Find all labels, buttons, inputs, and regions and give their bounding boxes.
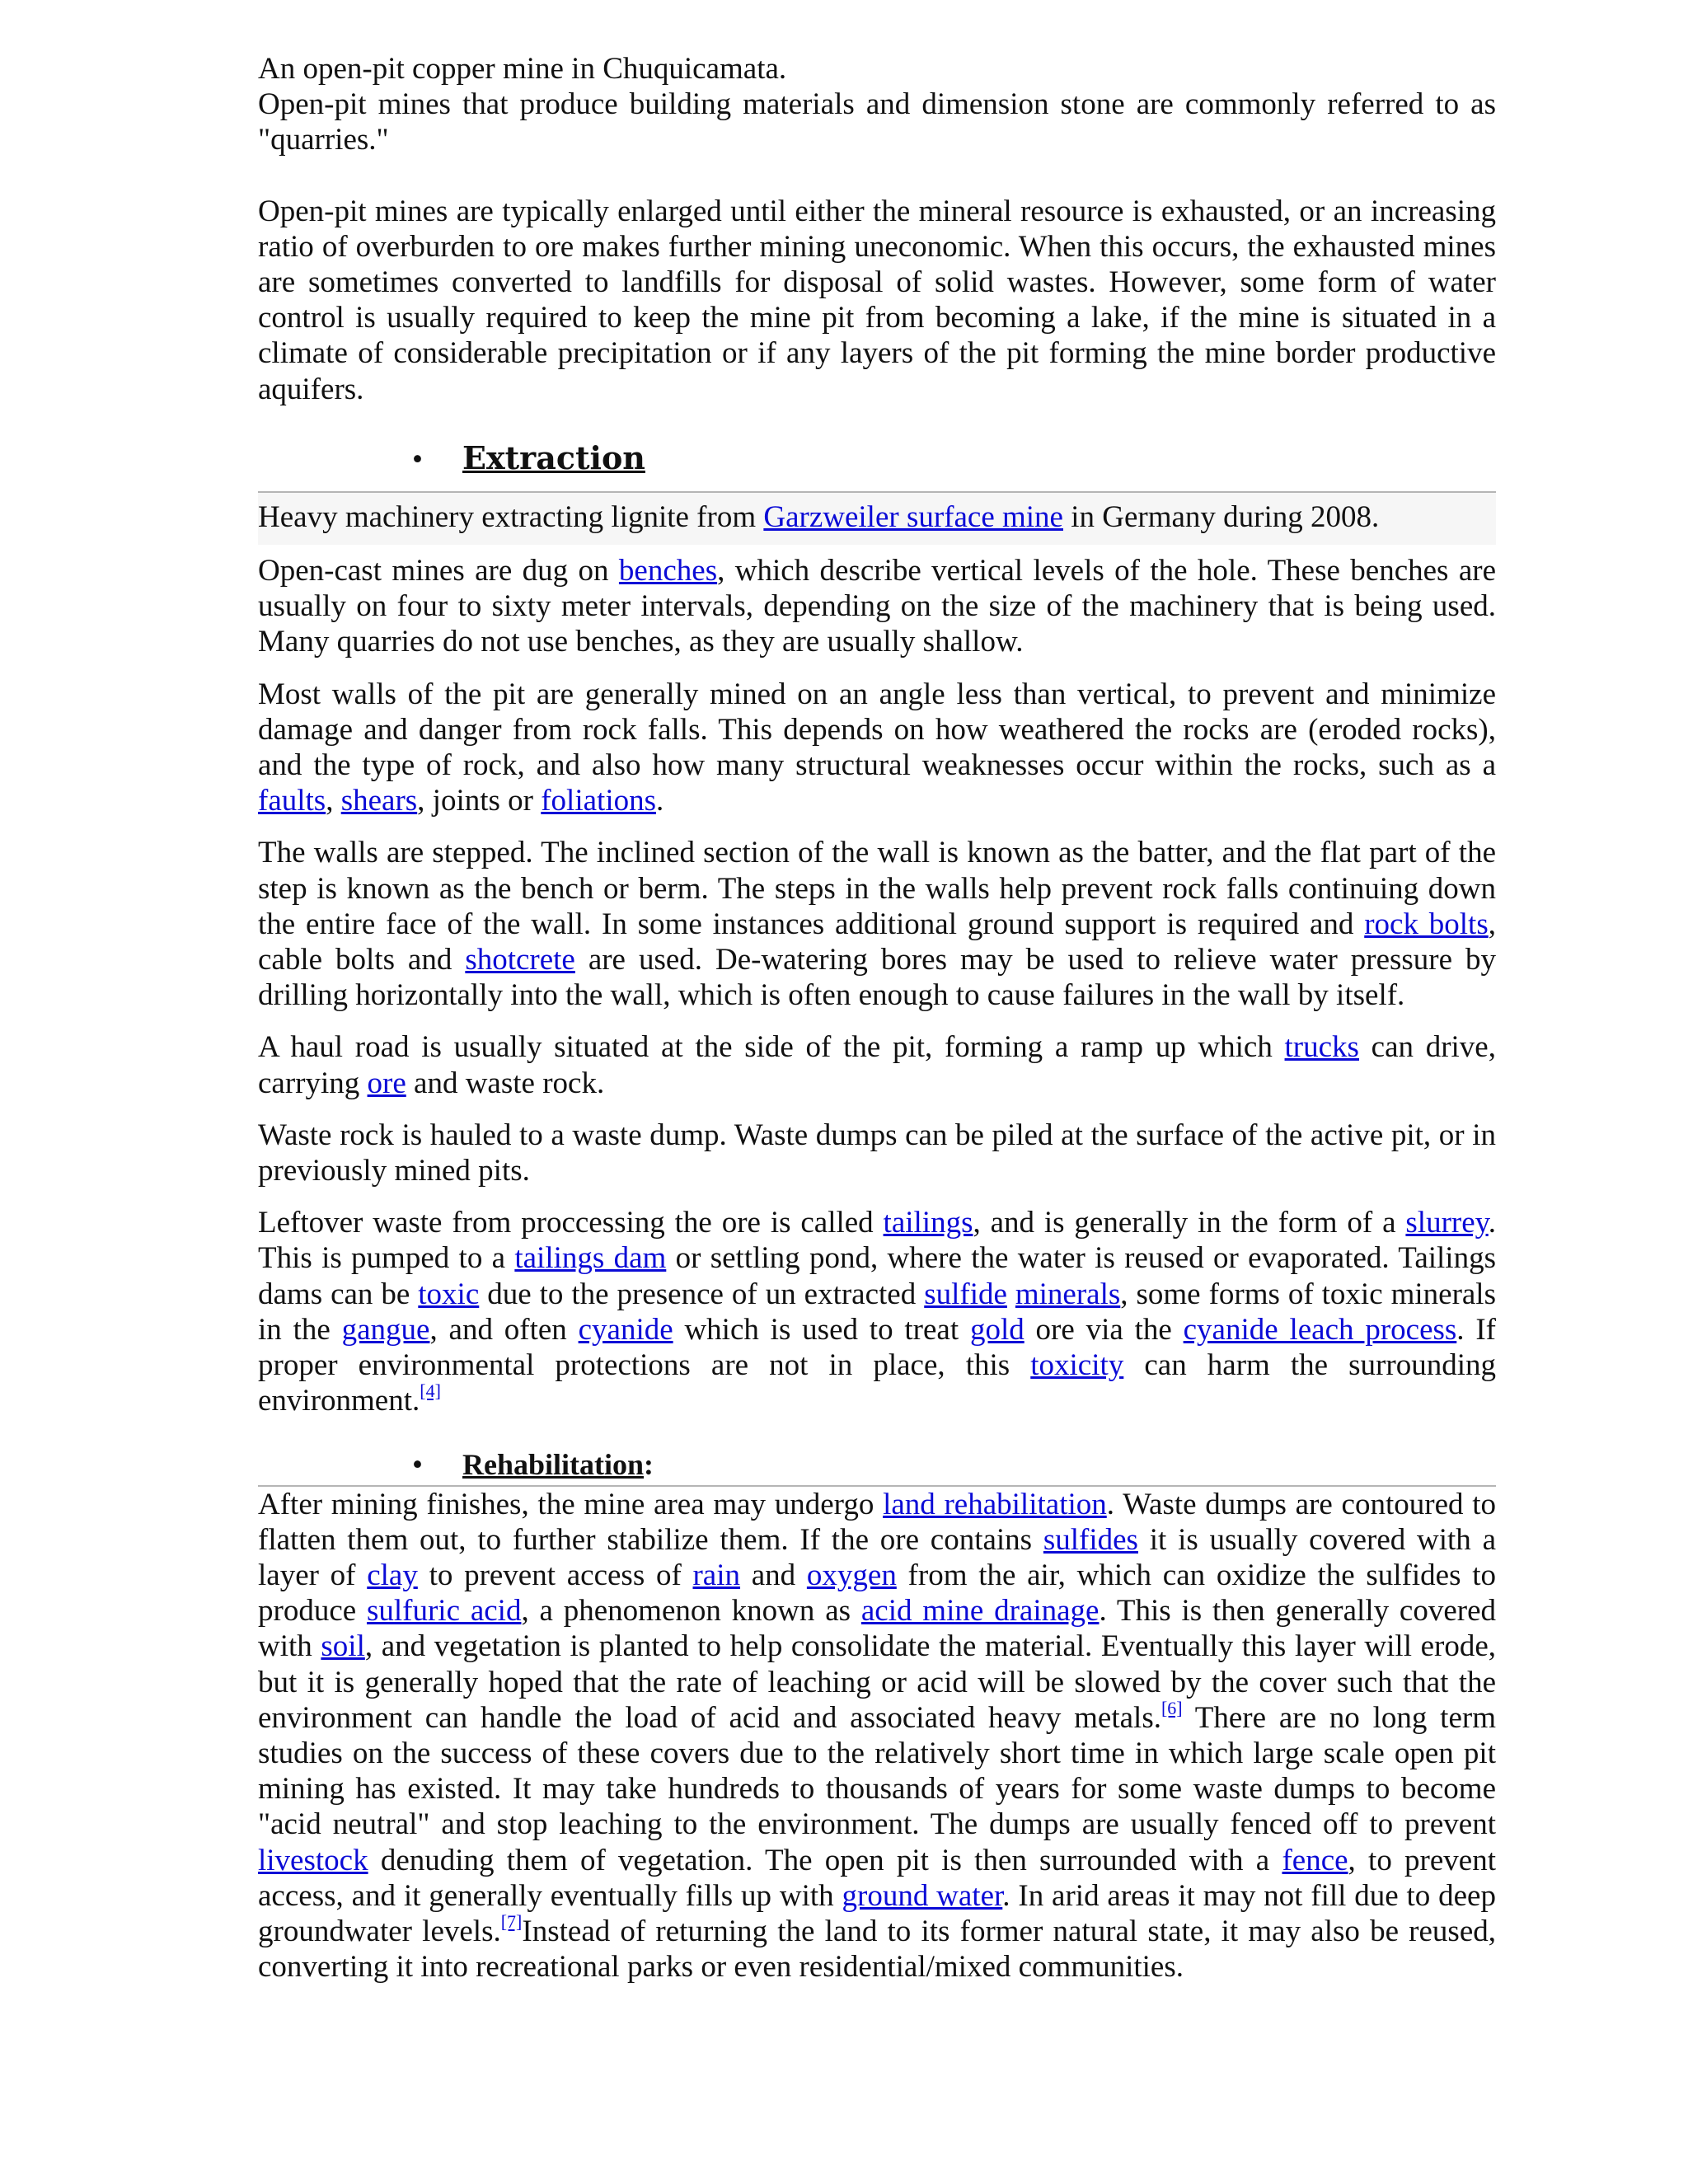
enlarged-paragraph: Open-pit mines are typically enlarged until either the mineral resource is exhausted, or an increasing ratio of overburden to ore makes further mining uneconomic. When this occurs, the exhausted mines are sometimes converted to landfills for disposal of solid wastes. However, some form of water control is usually required to keep the mine pit from becoming a lake, if the mine is situated in a climate of considerable precipitation or if any layers of the pit forming the mine border productive aquifers. <box>258 194 1496 406</box>
link-shears[interactable]: shears <box>340 784 418 818</box>
link-minerals[interactable]: minerals <box>1015 1277 1121 1311</box>
citation-4[interactable]: [4] <box>420 1380 441 1402</box>
walls-stepped-paragraph: The walls are stepped. The inclined section of the wall is known as the batter, and the flat part of the step is known as the bench or berm. The steps in the walls help prevent rock falls continuing down the entire face of the wall. In some instances additional ground support is required and rock bolts, cable bolts and shotcrete are used. De-watering bores may be used to relieve water pressure by drilling horizontally into the wall, which is often enough to cause failures in the wall by itself. <box>258 836 1496 1013</box>
link-rock-bolts[interactable]: rock bolts <box>1364 907 1489 941</box>
link-sulfide[interactable]: sulfide <box>924 1277 1007 1311</box>
extraction-heading-row <box>258 440 1496 493</box>
link-tailings-dam[interactable]: tailings dam <box>514 1241 667 1276</box>
link-ore[interactable]: ore <box>367 1066 406 1100</box>
link-land-rehabilitation[interactable]: land rehabilitation <box>883 1487 1107 1521</box>
bullet-icon: • <box>412 442 423 476</box>
link-fence[interactable]: fence <box>1282 1843 1348 1877</box>
link-sulfides[interactable]: sulfides <box>1043 1522 1138 1557</box>
waste-rock-paragraph: Waste rock is hauled to a waste dump. Waste dumps can be piled at the surface of the active pit, or in previously mined pits. <box>258 1118 1496 1188</box>
link-gangue[interactable]: gangue <box>341 1312 430 1347</box>
link-shotcrete[interactable]: shotcrete <box>465 943 575 977</box>
link-rain[interactable]: rain <box>692 1558 741 1592</box>
link-gold[interactable]: gold <box>969 1312 1025 1347</box>
link-sulfuric-acid[interactable]: sulfuric acid <box>366 1594 522 1629</box>
link-soil[interactable]: soil <box>321 1629 365 1664</box>
link-ground-water[interactable]: ground water <box>842 1878 1003 1913</box>
link-toxicity[interactable]: toxicity <box>1030 1348 1124 1383</box>
figure-caption: Heavy machinery extracting lignite from Garzweiler surface mine in Germany during 2008. <box>258 493 1496 545</box>
citation-6[interactable]: [6] <box>1160 1697 1183 1718</box>
rehabilitation-heading-row <box>258 1449 1496 1487</box>
link-garzweiler-surface-mine[interactable]: Garzweiler surface mine <box>763 499 1063 534</box>
haul-road-paragraph: A haul road is usually situated at the side of the pit, forming a ramp up which trucks can drive, carrying ore and waste rock. <box>258 1030 1496 1100</box>
link-cyanide[interactable]: cyanide <box>578 1312 673 1347</box>
extraction-heading: Extraction <box>462 438 645 476</box>
tailings-paragraph: Leftover waste from proccessing the ore is called tailings, and is generally in the form of a slurrey. This is pumped to a tailings dam or settling pond, where the water is reused or evaporated. Tailings dams can be toxic due to the presence of un extracted sulfide minerals, some forms of toxic minerals in the gangue, and often cyanide which is used to treat gold ore via the cyanide leach process. If proper environmental protections are not in place, this toxicity can harm the surrounding environment.[4] <box>258 1206 1496 1418</box>
link-benches[interactable]: benches <box>618 554 718 588</box>
benches-paragraph: Open-cast mines are dug on benches, which describe vertical levels of the hole. These benches are usually on four to sixty meter intervals, depending on the size of the machinery that is being used. Many quarries do not use benches, as they are usually shallow. <box>258 554 1496 659</box>
link-faults[interactable]: faults <box>258 784 326 818</box>
rehabilitation-paragraph: After mining finishes, the mine area may undergo land rehabilitation. Waste dumps are contoured to flatten them out, to further stabilize them. If the ore contains sulfides it is usually covered with a layer of clay to prevent access of rain and oxygen from the air, which can oxidize the sulfides to produce sulfuric acid, a phenomenon known as acid mine drainage. This is then generally covered with soil, and vegetation is planted to help consolidate the material. Eventually this layer will erode, but it is generally hoped that the rate of leaching or acid will be slowed by the cover such that the environment can handle the load of acid and associated heavy metals.[6] There are no long term studies on the success of these covers due to the relatively short time in which large scale open pit mining has existed. It may take hundreds to thousands of years for some waste dumps to become "acid neutral" and stop leaching to the environment. The dumps are usually fenced off to prevent livestock denuding them of vegetation. The open pit is then surrounded with a fence, to prevent access, and it generally eventually fills up with ground water. In arid areas it may not fill due to deep groundwater levels.[7]Instead of returning the land to its former natural state, it may also be reused, converting it into recreational parks or even residential/mixed communities. <box>258 1487 1497 1985</box>
link-oxygen[interactable]: oxygen <box>806 1558 897 1592</box>
link-cyanide-leach-process[interactable]: cyanide leach process <box>1183 1312 1457 1347</box>
walls-angle-paragraph: Most walls of the pit are generally mined on an angle less than vertical, to prevent and minimize damage and danger from rock falls. This depends on how weathered the rocks are (eroded rocks), and the type of rock, and also how many structural weaknesses occur within the rocks, such as a faults, shears, joints or foliations. <box>258 677 1496 818</box>
link-trucks[interactable]: trucks <box>1284 1030 1359 1065</box>
link-tailings[interactable]: tailings <box>883 1206 973 1240</box>
link-foliations[interactable]: foliations <box>541 784 656 818</box>
document-page <box>258 51 1496 1985</box>
image-caption: An open-pit copper mine in Chuquicamata. <box>258 52 787 86</box>
link-clay[interactable]: clay <box>367 1558 418 1592</box>
quarries-paragraph: Open-pit mines that produce building materials and dimension stone are commonly referred to as "quarries." <box>258 87 1496 157</box>
link-toxic[interactable]: toxic <box>418 1277 480 1311</box>
bullet-icon: • <box>412 1447 423 1482</box>
link-slurrey[interactable]: slurrey <box>1405 1206 1489 1240</box>
link-livestock[interactable]: livestock <box>258 1843 368 1877</box>
link-acid-mine-drainage[interactable]: acid mine drainage <box>860 1594 1100 1629</box>
citation-7[interactable]: [7] <box>500 1910 523 1932</box>
rehabilitation-heading: Rehabilitation: <box>462 1447 654 1481</box>
